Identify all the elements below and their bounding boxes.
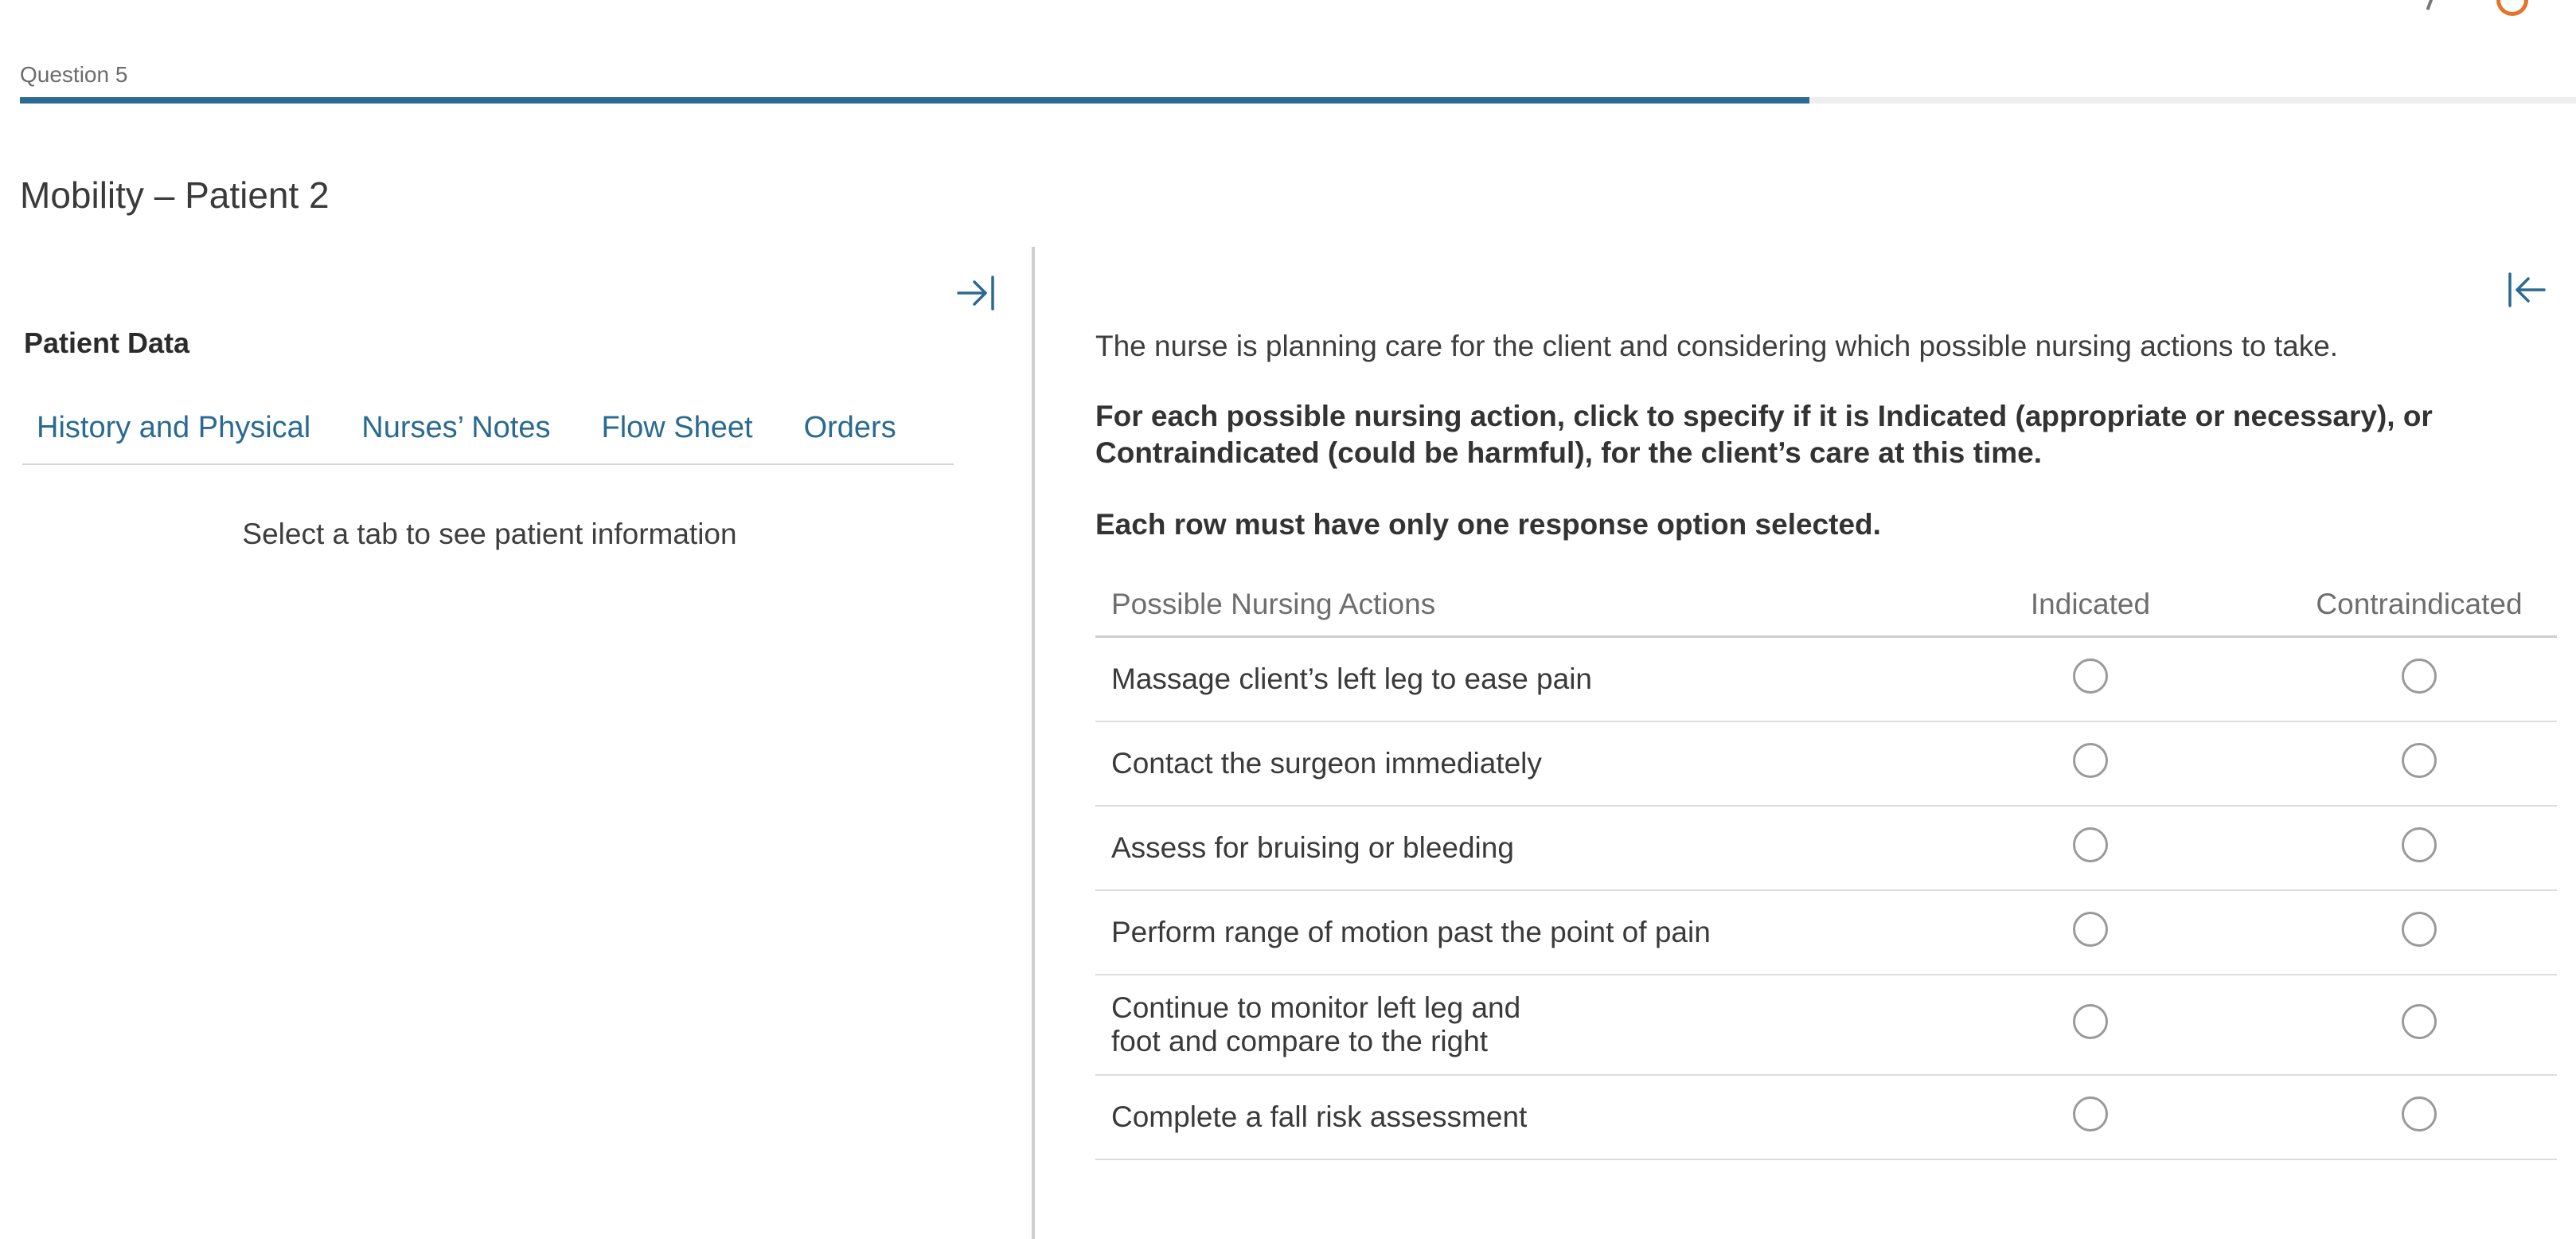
response-matrix xyxy=(1095,573,2557,1160)
row-action-label: Perform range of motion past the point of pain xyxy=(1111,916,1711,948)
header-indicated: Indicated xyxy=(2030,588,2151,620)
patient-data-title: Patient Data xyxy=(24,326,190,359)
radio-contraindicated[interactable] xyxy=(2402,743,2437,778)
header-actions: Possible Nursing Actions xyxy=(1111,588,1436,620)
page-title: Mobility – Patient 2 xyxy=(20,174,330,216)
radio-contraindicated[interactable] xyxy=(2402,912,2437,947)
table-row xyxy=(1095,638,2557,722)
progress-bar xyxy=(20,97,2576,104)
tab-orders[interactable]: Orders xyxy=(803,411,896,444)
question-prompt: The nurse is planning care for the client and considering which possible nursing actions to take. xyxy=(1095,330,2339,362)
progress-bar-fill xyxy=(20,97,1809,104)
row-action-label: Assess for bruising or bleeding xyxy=(1111,831,1514,864)
top-toolbar-partial xyxy=(2430,0,2528,16)
radio-indicated[interactable] xyxy=(2073,1096,2108,1132)
radio-contraindicated[interactable] xyxy=(2402,1096,2437,1132)
radio-indicated[interactable] xyxy=(2073,659,2108,694)
table-row xyxy=(1095,891,2557,975)
notification-ring-icon[interactable] xyxy=(2496,0,2528,16)
tab-flow-sheet[interactable]: Flow Sheet xyxy=(601,411,753,444)
header-contraindicated: Contraindicated xyxy=(2316,588,2523,620)
row-action-label: Massage client’s left leg to ease pain xyxy=(1111,662,1593,695)
table-row xyxy=(1095,1076,2557,1160)
question-label: Question 5 xyxy=(20,62,128,87)
toolbar-separator-icon xyxy=(2426,0,2437,10)
radio-contraindicated[interactable] xyxy=(2402,1004,2437,1039)
patient-data-tabs xyxy=(22,405,954,465)
collapse-right-icon[interactable] xyxy=(954,271,998,315)
row-action-label: Complete a fall risk assessment xyxy=(1111,1100,1528,1133)
radio-indicated[interactable] xyxy=(2073,743,2108,778)
panel-divider[interactable] xyxy=(1032,247,1035,1239)
matrix-header xyxy=(1095,573,2557,638)
table-row xyxy=(1095,722,2557,807)
radio-indicated[interactable] xyxy=(2073,912,2108,947)
tab-history-and-physical[interactable]: History and Physical xyxy=(37,411,311,444)
row-action-label: Continue to monitor left leg and foot and compare to the right xyxy=(1111,991,1521,1057)
selection-rule: Each row must have only one response option selected. xyxy=(1095,508,1881,541)
collapse-left-icon[interactable] xyxy=(2504,268,2549,312)
tab-nurses-notes[interactable]: Nurses’ Notes xyxy=(361,411,551,444)
radio-indicated[interactable] xyxy=(2073,827,2108,862)
empty-tab-message: Select a tab to see patient information xyxy=(242,518,737,550)
patient-data-panel xyxy=(0,247,1035,1239)
table-row xyxy=(1095,975,2557,1076)
table-row xyxy=(1095,807,2557,891)
radio-contraindicated[interactable] xyxy=(2402,659,2437,694)
row-action-label: Contact the surgeon immediately xyxy=(1111,747,1542,780)
question-instruction: For each possible nursing action, click to specify if it is Indicated (appropriate or necessary), or Contraindicated (could be harmful), for the client’s care at this time. xyxy=(1095,400,2433,469)
radio-contraindicated[interactable] xyxy=(2402,827,2437,862)
radio-indicated[interactable] xyxy=(2073,1004,2108,1039)
